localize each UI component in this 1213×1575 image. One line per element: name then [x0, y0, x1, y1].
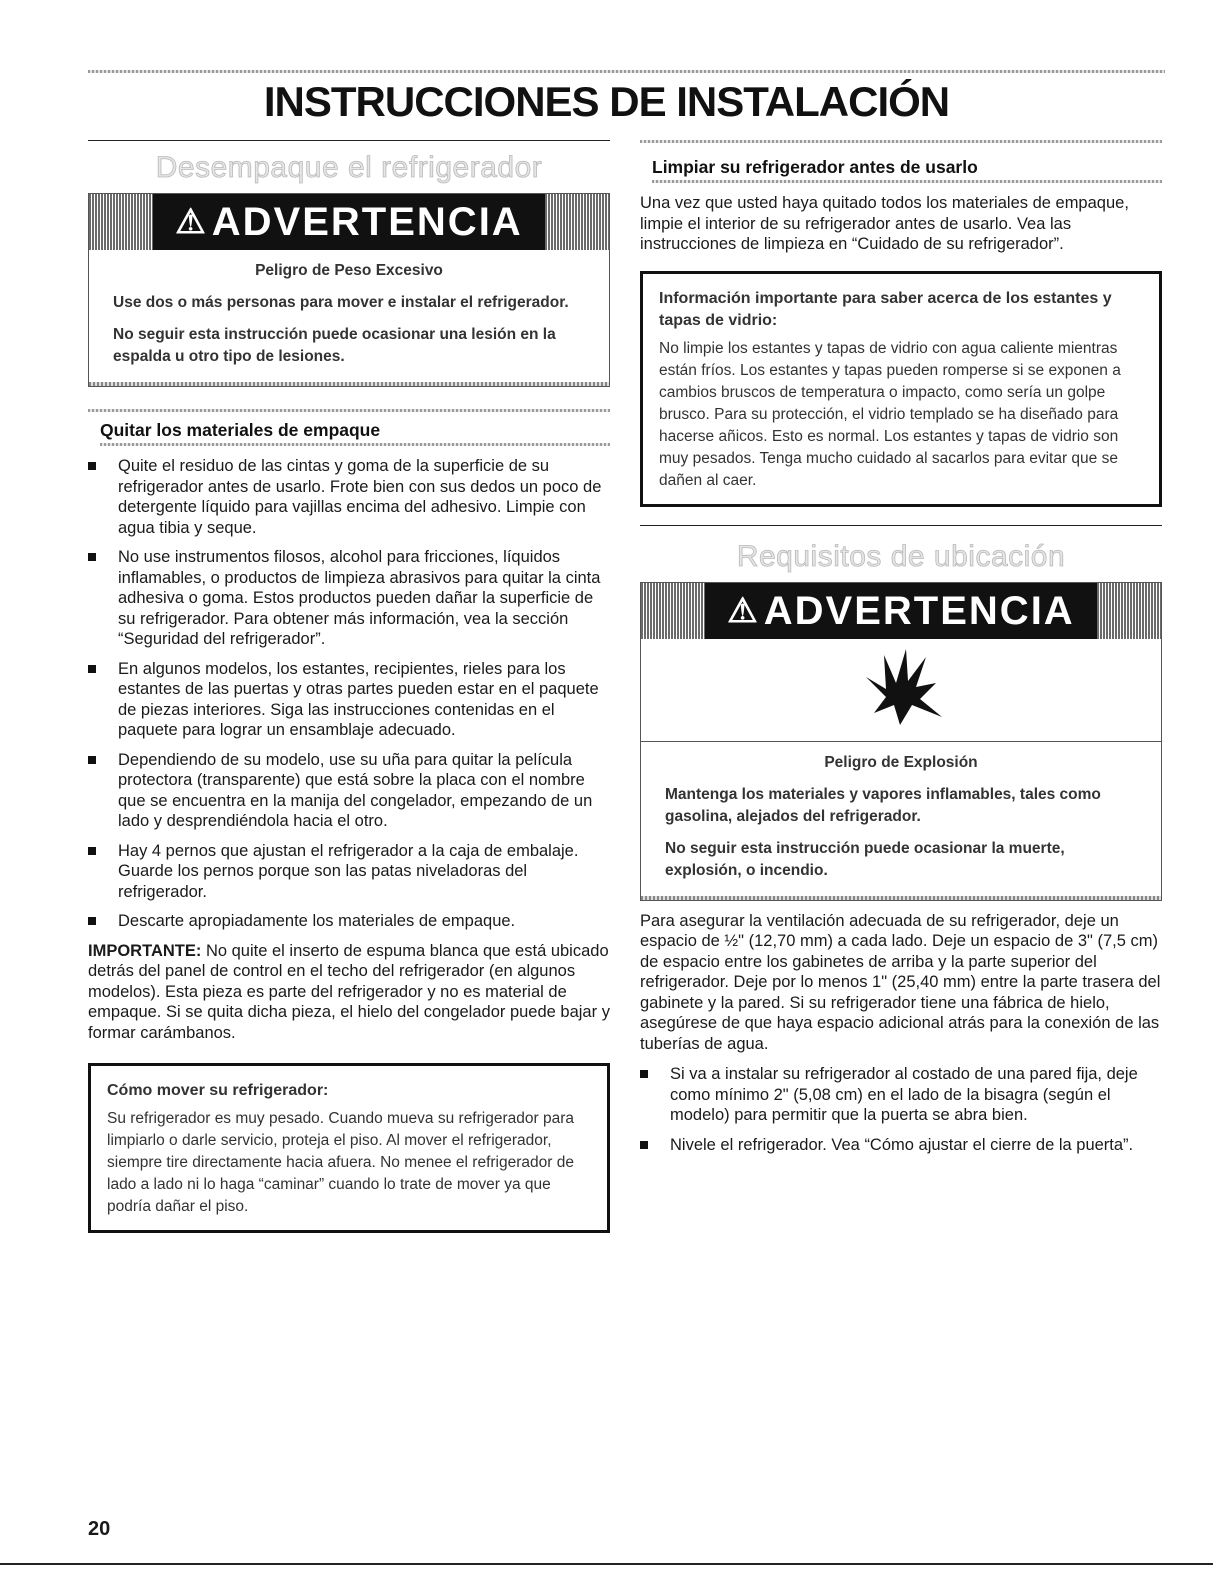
- explosion-icon: [856, 647, 946, 727]
- glass-box-heading: Información importante para saber acerca de los estantes y tapas de vidrio:: [659, 289, 1112, 329]
- warning-line: Use dos o más personas para mover e instalar el refrigerador.: [113, 294, 569, 311]
- list-item: Dependiendo de su modelo, use su uña para quitar la película protectora (transparente) que está sobre la placa con el nombre que se encuentra en la manija del congelador, empezando de un lado y desprendiéndola hacia el otro.: [88, 750, 610, 832]
- warning-triangle-icon: ⚠: [727, 591, 760, 630]
- page-number: 20: [88, 1518, 111, 1540]
- square-bullet-icon: [640, 1141, 648, 1149]
- square-bullet-icon: [88, 553, 96, 561]
- square-bullet-icon: [88, 665, 96, 673]
- list-item: En algunos modelos, los estantes, recipientes, rieles para los estantes de las puertas y otras partes pueden estar en el paquete de piezas interiores. Siga las instrucciones contenidas en el paquete para lograr un ensamblaje adecuado.: [88, 659, 610, 741]
- warning-hazard: Peligro de Explosión: [824, 753, 978, 771]
- location-text: Para asegurar la ventilación adecuada de su refrigerador, deje un espacio de ½" (12,70 mm) a cada lado. Deje un espacio de 3" (7,5 cm) de espacio entre los gabinetes de arriba y la parte superior del refrigerador. Deje por lo menos 1" (25,40 mm) entre la parte trasera del gabinete y la pared. Si su refrigerador tiene una fábrica de hielo, asegúrese de que haya espacio adicional atrás para la conexión de las tuberías de agua.: [640, 911, 1161, 1053]
- glass-box: [640, 271, 1162, 507]
- square-bullet-icon: [88, 917, 96, 925]
- glass-box-text: No limpie los estantes y tapas de vidrio con agua caliente mientras están fríos. Los estantes y tapas pueden romperse si se exponen a cambios bruscos de temperatura o impacto, como sería un golpe brusco. Para su protección, el vidrio templado se ha diseñado para hacerse añicos. Esto es normal. Los estantes y tapas de vidrio son muy pesados. Tenga mucho cuidado al sacarlos para evitar que se dañen al caer.: [659, 339, 1121, 489]
- left-column: [88, 140, 610, 1233]
- warning-banner: [89, 194, 609, 250]
- top-dotted-rule: [88, 70, 1165, 73]
- moving-box-text: Su refrigerador es muy pesado. Cuando mueva su refrigerador para limpiarlo o darle servicio, proteja el piso. Al mover el refrigerador, siempre tire directamente hacia afuera. No menee el refrigerador de lado a lado ni lo haga “caminar” cuando lo trate de mover ya que podría dañar el piso.: [107, 1110, 574, 1215]
- warning-banner-label: ADVERTENCIA: [211, 200, 523, 244]
- section-title-unpack: Desempaque el refrigerador: [155, 151, 543, 184]
- moving-box: [88, 1063, 610, 1233]
- warning-line: Mantenga los materiales y vapores inflamables, tales como gasolina, alejados del refrigerador.: [665, 785, 1101, 825]
- subheading-remove-packaging: Quitar los materiales de empaque: [100, 420, 381, 440]
- list-item: Descarte apropiadamente los materiales de empaque.: [88, 911, 610, 932]
- list-item: Si va a instalar su refrigerador al costado de una pared fija, deje como mínimo 2" (5,08 cm) en el lado de la bisagra (según el modelo) para permitir que la puerta se abra bien.: [640, 1064, 1162, 1126]
- square-bullet-icon: [88, 756, 96, 764]
- warning-line: No seguir esta instrucción puede ocasionar una lesión en la espalda u otro tipo de lesiones.: [113, 326, 556, 365]
- warning-line: No seguir esta instrucción puede ocasionar la muerte, explosión, o incendio.: [665, 839, 1065, 879]
- warning-footer: [89, 382, 609, 386]
- warning-banner-label: ADVERTENCIA: [763, 588, 1075, 633]
- square-bullet-icon: [88, 462, 96, 470]
- list-item: No use instrumentos filosos, alcohol para fricciones, líquidos inflamables, o productos de limpieza abrasivos para quitar la cinta adhesiva o goma. Estos productos pueden dañar la superficie de su refrigerador. Para obtener más información, vea la sección “Seguridad del refrigerador”.: [88, 547, 610, 650]
- bottom-rule: [0, 1563, 1213, 1565]
- clean-text: Una vez que usted haya quitado todos los materiales de empaque, limpie el interior de su refrigerador antes de usarlo. Vea las instrucciones de limpieza en “Cuidado de su refrigerador”.: [640, 194, 1129, 253]
- section-rule: [640, 525, 1162, 526]
- packaging-list: [88, 456, 610, 932]
- warning-footer: [641, 896, 1161, 900]
- dotted-rule: [88, 409, 610, 412]
- list-item: Quite el residuo de las cintas y goma de la superficie de su refrigerador antes de usarlo. Frote bien con sus dedos un poco de detergente líquido para vajillas encima del adhesivo. Limpie con agua tibia y seque.: [88, 456, 610, 538]
- warning-triangle-icon: ⚠: [175, 203, 208, 241]
- moving-box-heading: Cómo mover su refrigerador:: [107, 1082, 329, 1099]
- warning-box-weight: [88, 193, 610, 387]
- dotted-rule: [100, 443, 610, 446]
- subheading-clean: Limpiar su refrigerador antes de usarlo: [652, 157, 978, 177]
- square-bullet-icon: [640, 1070, 648, 1078]
- right-column: [640, 140, 1162, 1164]
- warning-banner: [641, 583, 1161, 639]
- important-note: IMPORTANTE: No quite el inserto de espuma blanca que está ubicado detrás del panel de control en el techo del refrigerador (en algunos modelos). Esta pieza es parte del refrigerador y no es material de empaque. Si se quita dicha pieza, el hielo del congelador puede bajar y formar carámbanos.: [88, 941, 610, 1042]
- dotted-rule: [640, 140, 1162, 143]
- dotted-rule: [652, 180, 1162, 183]
- warning-box-explosion: [640, 582, 1162, 901]
- list-item: Hay 4 pernos que ajustan el refrigerador a la caja de embalaje. Guarde los pernos porque son las patas niveladoras del refrigerador.: [88, 841, 610, 903]
- location-list: [640, 1064, 1162, 1155]
- section-title-location: Requisitos de ubicación: [736, 539, 1066, 573]
- square-bullet-icon: [88, 847, 96, 855]
- list-item: Nivele el refrigerador. Vea “Cómo ajustar el cierre de la puerta”.: [640, 1135, 1162, 1156]
- page-title: INSTRUCCIONES DE INSTALACIÓN: [263, 78, 950, 125]
- warning-hazard: Peligro de Peso Excesivo: [255, 262, 443, 279]
- section-rule: [88, 140, 610, 141]
